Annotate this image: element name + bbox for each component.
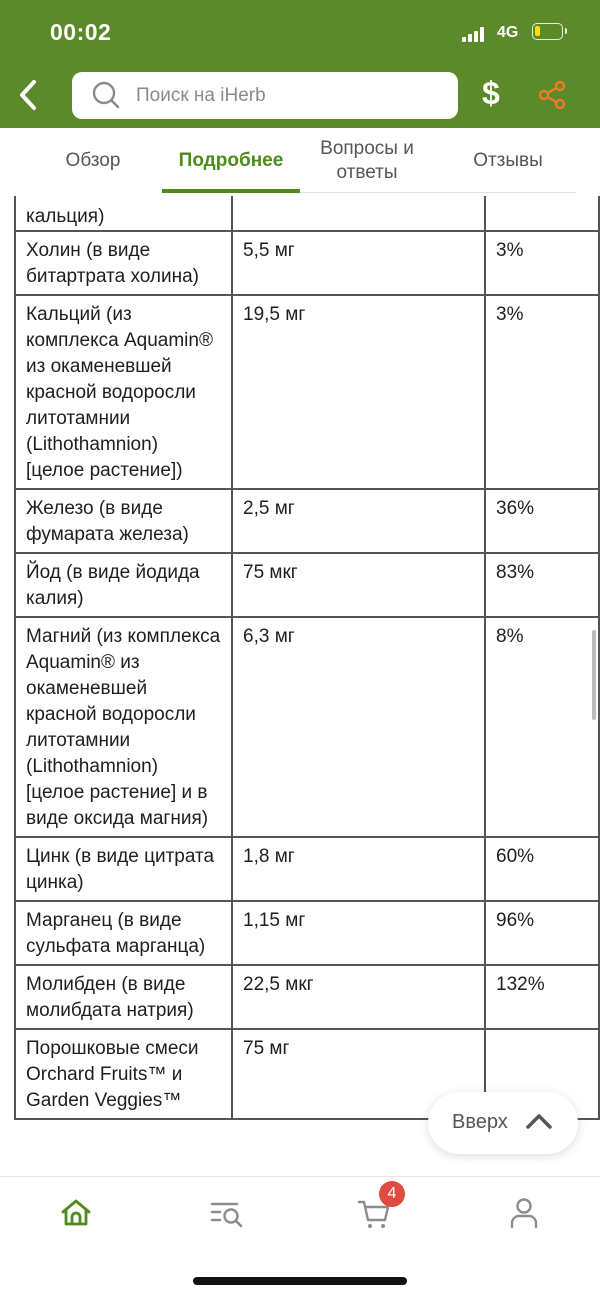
nutrient-amount: 1,8 мг [232, 837, 485, 901]
nutrient-amount: 1,15 мг [232, 901, 485, 965]
nutrient-name: кальция) [15, 196, 232, 231]
nutrient-name: Йод (в виде йодида калия) [15, 553, 232, 617]
nutrient-daily-value: 3% [485, 231, 599, 295]
nav-catalog[interactable] [207, 1193, 247, 1233]
battery-icon [532, 23, 563, 40]
table-row [15, 489, 599, 553]
table-row [15, 231, 599, 295]
nutrient-amount: 2,5 мг [232, 489, 485, 553]
status-bar [0, 0, 600, 64]
tab-details[interactable]: Подробнее [178, 150, 284, 171]
table-row [15, 553, 599, 617]
search-input[interactable] [72, 72, 458, 119]
nav-cart[interactable] [355, 1185, 397, 1233]
nutrient-name: Молибден (в виде молибдата натрия) [15, 965, 232, 1029]
nutrient-amount: 19,5 мг [232, 295, 485, 489]
status-time: 00:02 [50, 19, 112, 45]
currency-button[interactable]: $ [482, 75, 500, 111]
search-icon [92, 81, 120, 109]
share-icon [538, 80, 566, 110]
nutrient-daily-value: 60% [485, 837, 599, 901]
nutrient-name: Железо (в виде фумарата железа) [15, 489, 232, 553]
nutrient-name: Марганец (в виде сульфата марганца) [15, 901, 232, 965]
tabs-divider [300, 192, 576, 193]
table-row [15, 617, 599, 837]
search-placeholder: Поиск на iHerb [136, 85, 266, 106]
nutrient-amount [232, 196, 485, 231]
app-header [0, 0, 600, 128]
nutrient-amount: 75 мкг [232, 553, 485, 617]
nutrient-daily-value: 8% [485, 617, 599, 837]
table-row [15, 965, 599, 1029]
home-icon [56, 1193, 96, 1233]
network-type: 4G [497, 24, 519, 41]
nutrient-amount: 22,5 мкг [232, 965, 485, 1029]
nutrient-name: Холин (в виде битартрата холина) [15, 231, 232, 295]
chevron-up-icon [524, 1110, 554, 1132]
signal-icon [462, 26, 488, 42]
table-row [15, 196, 599, 231]
nutrient-daily-value: 36% [485, 489, 599, 553]
chevron-left-icon [14, 78, 44, 112]
nutrient-daily-value: 132% [485, 965, 599, 1029]
nutrient-name: Цинк (в виде цитрата цинка) [15, 837, 232, 901]
nutrient-daily-value: 3% [485, 295, 599, 489]
tab-questions[interactable]: Вопросы и ответы [320, 138, 414, 183]
cart-count-badge: 4 [379, 1181, 405, 1207]
nutrient-name: Порошковые смеси Orchard Fruits™ и Garden Veggies™ [15, 1029, 232, 1119]
nav-home[interactable] [56, 1193, 96, 1233]
scrollbar[interactable] [592, 630, 596, 720]
active-tab-indicator [162, 189, 300, 193]
details-content[interactable] [0, 196, 600, 1176]
nutrition-table [14, 196, 600, 1120]
nav-account[interactable] [504, 1193, 544, 1233]
home-indicator [193, 1277, 407, 1285]
table-row [15, 295, 599, 489]
share-button[interactable] [538, 80, 566, 110]
catalog-search-icon [207, 1193, 247, 1233]
nutrient-daily-value [485, 196, 599, 231]
tab-overview[interactable]: Обзор [65, 150, 121, 171]
table-row [15, 837, 599, 901]
nutrient-amount: 5,5 мг [232, 231, 485, 295]
tab-reviews[interactable]: Отзывы [473, 150, 543, 171]
scroll-to-top-label: Вверх [452, 1111, 508, 1133]
nutrient-daily-value: 83% [485, 553, 599, 617]
scroll-to-top-button[interactable] [428, 1092, 578, 1154]
nutrient-amount: 6,3 мг [232, 617, 485, 837]
nutrient-amount: 75 мг [232, 1029, 485, 1119]
nutrient-name: Кальций (из комплекса Aquamin® из окаменевшей красной водоросли литотамнии (Lithothamnion) [целое растение]) [15, 295, 232, 489]
user-icon [504, 1193, 544, 1233]
table-row [15, 901, 599, 965]
product-tabs [0, 128, 600, 196]
nutrient-daily-value: 96% [485, 901, 599, 965]
back-button[interactable] [14, 78, 44, 112]
nutrient-name: Магний (из комплекса Aquamin® из окаменевшей красной водоросли литотамнии (Lithothamnion) [целое растение] и в виде оксида магния) [15, 617, 232, 837]
